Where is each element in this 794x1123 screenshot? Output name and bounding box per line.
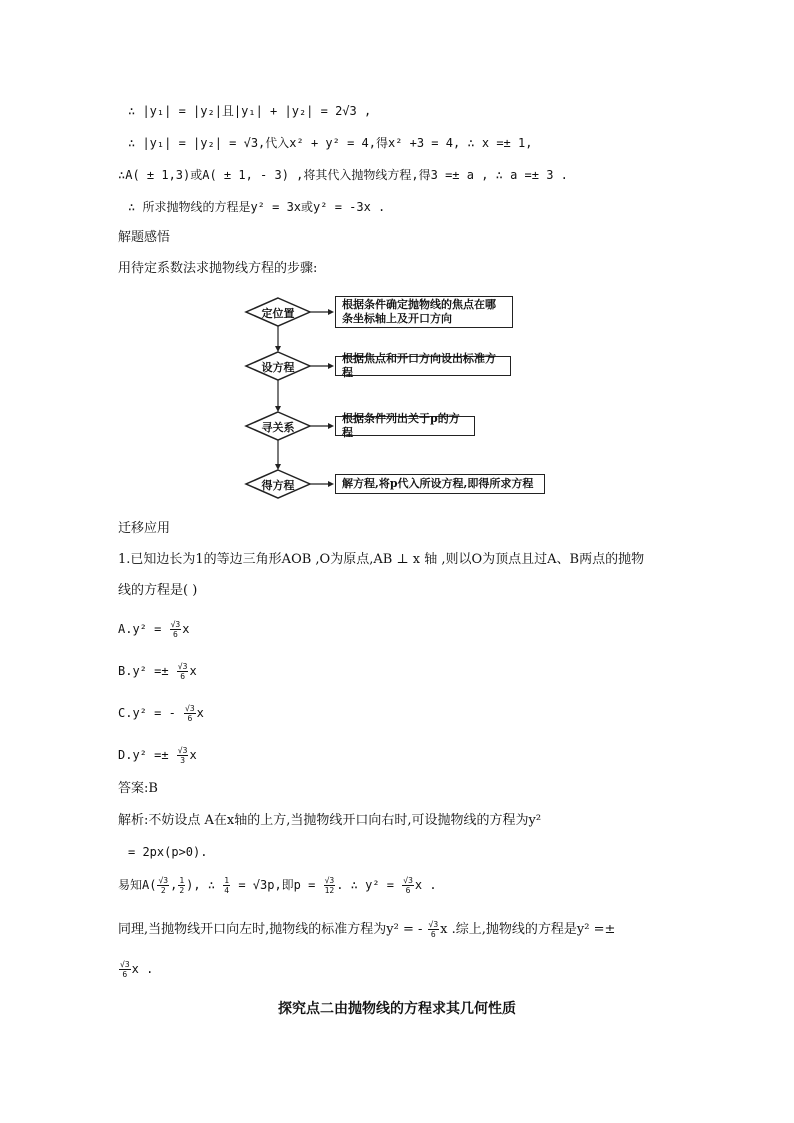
option-b-label: B.y² =±	[118, 664, 176, 678]
step-1-label: 定位置	[261, 307, 295, 320]
question-1-line-1: 1.已知边长为1的等边三角形AOB ,O为原点,AB ⊥ x 轴 ,则以O为顶点且过A、B两点的抛物	[118, 552, 645, 567]
option-d-label: D.y² =±	[118, 748, 176, 762]
analysis-line-4: 同理,当抛物线开口向左时,抛物线的标准方程为y² = - $\frac{√3}{6}$ x .综上,抛物线的方程是y² =±	[118, 920, 616, 939]
option-c[interactable]: C.y² = - $\frac{√3}{6}$ x	[118, 704, 204, 723]
analysis-line-5: $\frac{√3}{6}$ x .	[120, 960, 154, 979]
step-3-label: 寻关系	[261, 421, 295, 434]
solution-line-2: ∴ |y₁| = |y₂| = √3,代入x² + y² = 4,得x² +3 = 4, ∴ x =± 1,	[128, 136, 533, 150]
analysis-line-1: 解析:不妨设点 A在x轴的上方,当抛物线开口向右时,可设抛物线的方程为y²	[118, 813, 542, 828]
flowchart	[240, 290, 560, 505]
insight-heading: 解题感悟	[118, 230, 171, 245]
step-3-desc: 根据条件列出关于p的方程	[335, 416, 475, 436]
solution-line-4: ∴ 所求抛物线的方程是y² = 3x或y² = -3x .	[128, 200, 386, 214]
answer: 答案:B	[118, 781, 158, 796]
analysis-line-3: 易知A( $\frac{√3}{2}$ , $\frac{1}{2}$ ), ∴ $\frac{1}{4}$ = √3p,即p = $\frac{√3}{12}$ . ∴ y² = $\frac{√3}{6}$ x .	[118, 876, 437, 895]
option-b-fraction: $\frac{√3}{6}$	[177, 662, 188, 681]
option-d[interactable]: D.y² =± $\frac{√3}{3}$ x	[118, 746, 197, 765]
section-heading-2: 探究点二由抛物线的方程求其几何性质	[278, 1001, 516, 1017]
step-2-label: 设方程	[261, 361, 295, 374]
analysis-line-2: = 2px(p>0).	[128, 845, 208, 859]
option-a[interactable]: A.y² = $\frac{√3}{6}$ x	[118, 620, 190, 639]
step-2-desc: 根据焦点和开口方向设出标准方程	[335, 356, 511, 376]
solution-line-1: ∴ |y₁| = |y₂|且|y₁| + |y₂| = 2√3 ,	[128, 104, 372, 118]
option-b[interactable]: B.y² =± $\frac{√3}{6}$ x	[118, 662, 197, 681]
step-1-desc: 根据条件确定抛物线的焦点在哪条坐标轴上及开口方向	[335, 296, 513, 328]
insight-intro: 用待定系数法求抛物线方程的步骤:	[118, 261, 318, 276]
solution-line-3: ∴A( ± 1,3)或A( ± 1, - 3) ,将其代入抛物线方程,得3 =± a , ∴ a =± 3 .	[118, 168, 568, 182]
option-c-label: C.y² = -	[118, 706, 184, 720]
option-a-fraction: $\frac{√3}{6}$	[170, 620, 181, 639]
option-c-fraction: $\frac{√3}{6}$	[185, 704, 195, 723]
section-title: 迁移应用	[118, 521, 171, 536]
option-a-label: A.y² =	[118, 622, 169, 636]
question-1-line-2: 线的方程是( )	[118, 583, 198, 598]
step-4-desc: 解方程,将p代入所设方程,即得所求方程	[335, 474, 545, 494]
step-4-label: 得方程	[261, 479, 295, 492]
option-d-fraction: $\frac{√3}{3}$	[177, 746, 188, 765]
